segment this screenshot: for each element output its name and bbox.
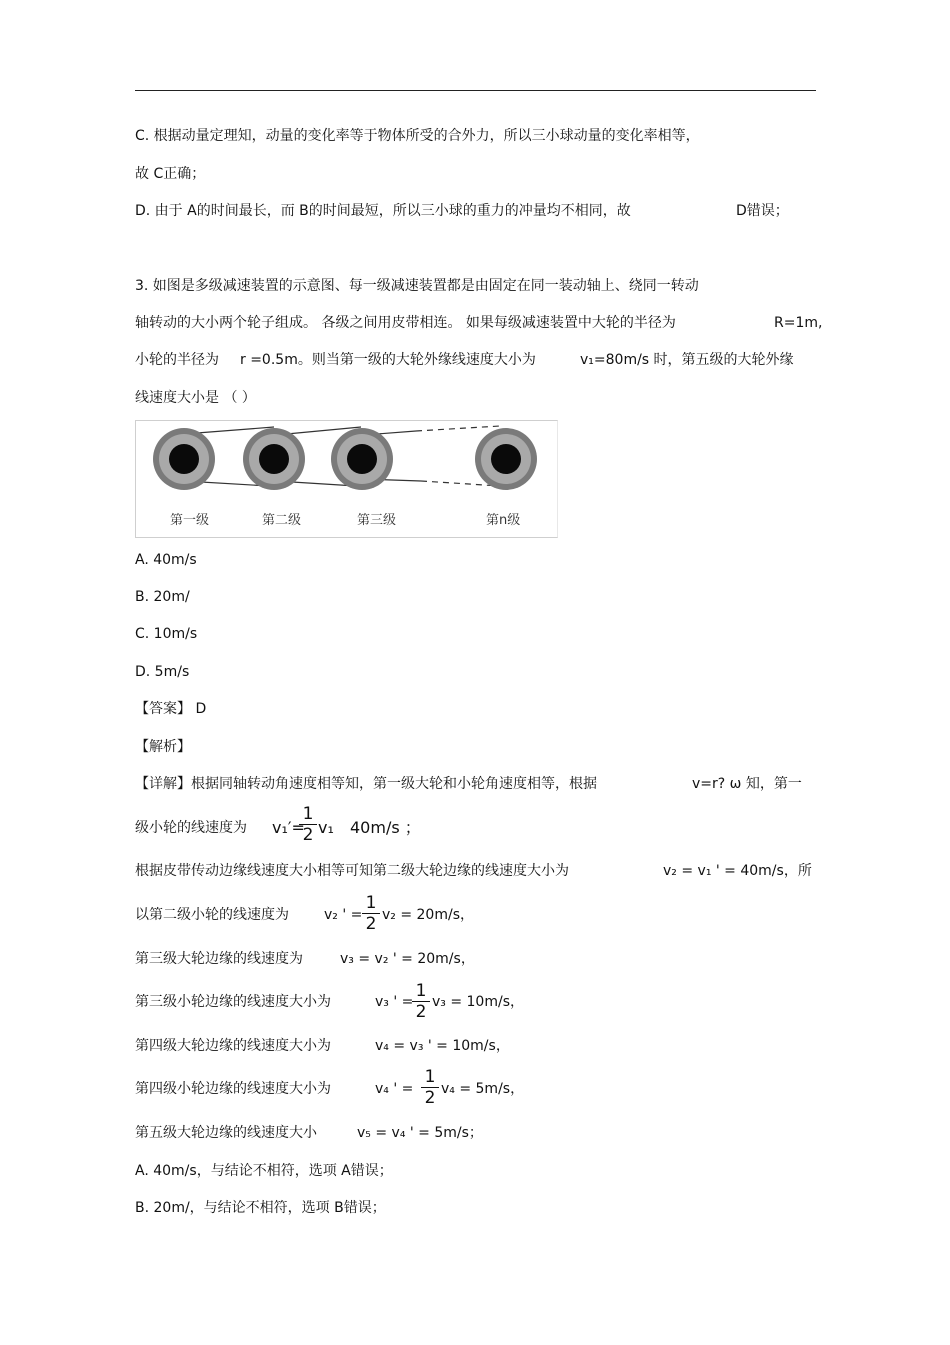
figure-label: 第二级 — [262, 513, 302, 528]
header-rule — [135, 90, 816, 91]
figure-label: 第一级 — [170, 513, 210, 528]
option-a: A. 40m/s — [135, 552, 197, 568]
figure-label: 第三级 — [357, 513, 397, 528]
fraction — [362, 893, 380, 934]
option-b: B. 20m/ — [135, 589, 190, 605]
formula-text: v₄ = v₃ ' = 10m/s， — [375, 1038, 510, 1054]
reduction-gear-figure — [135, 420, 558, 538]
fraction-denominator: 2 — [365, 914, 377, 934]
question-text: 线速度大小是 （ ） — [135, 390, 256, 406]
solution-line: v=r? ω 知，第一 — [692, 776, 802, 792]
formula-text: v₃ = v₂ ' = 20m/s， — [340, 951, 475, 967]
question-text: 轴转动的大小两个轮子组成。 各级之间用皮带相连。 如果每级减速装置中大轮的半径为 — [135, 315, 676, 331]
formula-text: v₁′= — [272, 818, 305, 837]
question-text: 小轮的半径为 — [135, 352, 219, 368]
wheel-1 — [153, 428, 215, 490]
text-line: C. 根据动量定理知，动量的变化率等于物体所受的合外力，所以三小球动量的变化率相等， — [135, 128, 700, 144]
question-text: 3. 如图是多级减速装置的示意图、每一级减速装置都是由固定在同一装动轴上、绕同一转动 — [135, 278, 699, 294]
option-c: C. 10m/s — [135, 626, 198, 642]
analysis-label: 【解析】 — [135, 739, 191, 755]
solution-line: v₂ = v₁ ' = 40m/s，所 — [663, 863, 812, 879]
text-line: D错误； — [736, 203, 789, 219]
solution-line: 根据皮带传动边缘线速度大小相等可知第二级大轮边缘的线速度大小为 — [135, 863, 569, 879]
fraction — [412, 981, 430, 1022]
solution-line: 第三级小轮边缘的线速度大小为 — [135, 994, 331, 1010]
formula-text: v₁ — [318, 818, 334, 837]
formula-text: v₂ = 20m/s， — [382, 907, 474, 923]
formula-text: 40m/s ； — [350, 818, 421, 837]
wheel-n — [475, 428, 537, 490]
formula-text: v₂ ' = — [324, 907, 363, 923]
solution-line: 第四级大轮边缘的线速度大小为 — [135, 1038, 331, 1054]
option-d: D. 5m/s — [135, 664, 190, 680]
fraction-denominator: 2 — [302, 825, 314, 845]
formula-text: v₄ ' = — [375, 1081, 414, 1097]
fraction-numerator: 1 — [421, 1067, 439, 1088]
figure-label: 第n级 — [486, 513, 521, 528]
evaluation-line: A. 40m/s，与结论不相符，选项 A错误； — [135, 1163, 393, 1179]
wheel-2 — [243, 428, 305, 490]
wheel-3 — [331, 428, 393, 490]
solution-line: 以第二级小轮的线速度为 — [135, 907, 289, 923]
answer-label: 【答案】 D — [135, 701, 207, 717]
formula-text: v₃ = 10m/s， — [432, 994, 524, 1010]
solution-line: 第四级小轮边缘的线速度大小为 — [135, 1081, 331, 1097]
fraction-numerator: 1 — [299, 804, 317, 825]
fraction — [421, 1067, 439, 1108]
fraction-denominator: 2 — [415, 1002, 427, 1022]
solution-line: 第三级大轮边缘的线速度为 — [135, 951, 303, 967]
question-text: r =0.5m。则当第一级的大轮外缘线速度大小为 — [240, 352, 536, 368]
solution-line: 级小轮的线速度为 — [135, 820, 247, 836]
formula-text: v₃ ' = — [375, 994, 414, 1010]
evaluation-line: B. 20m/，与结论不相符，选项 B错误； — [135, 1200, 386, 1216]
text-line: 故 C正确； — [135, 166, 206, 182]
fraction — [299, 804, 317, 845]
formula-text: v₄ = 5m/s， — [441, 1081, 525, 1097]
text-line: D. 由于 A的时间最长，而 B的时间最短，所以三小球的重力的冲量均不相同，故 — [135, 203, 631, 219]
question-text: v₁=80m/s 时，第五级的大轮外缘 — [580, 352, 794, 368]
fraction-numerator: 1 — [412, 981, 430, 1002]
question-text: R=1m, — [774, 315, 823, 331]
formula-text: v₅ = v₄ ' = 5m/s； — [357, 1125, 483, 1141]
fraction-denominator: 2 — [424, 1088, 436, 1108]
fraction-numerator: 1 — [362, 893, 380, 914]
solution-line: 第五级大轮边缘的线速度大小 — [135, 1125, 317, 1141]
solution-line: 【详解】根据同轴转动角速度相等知，第一级大轮和小轮角速度相等，根据 — [135, 776, 597, 792]
